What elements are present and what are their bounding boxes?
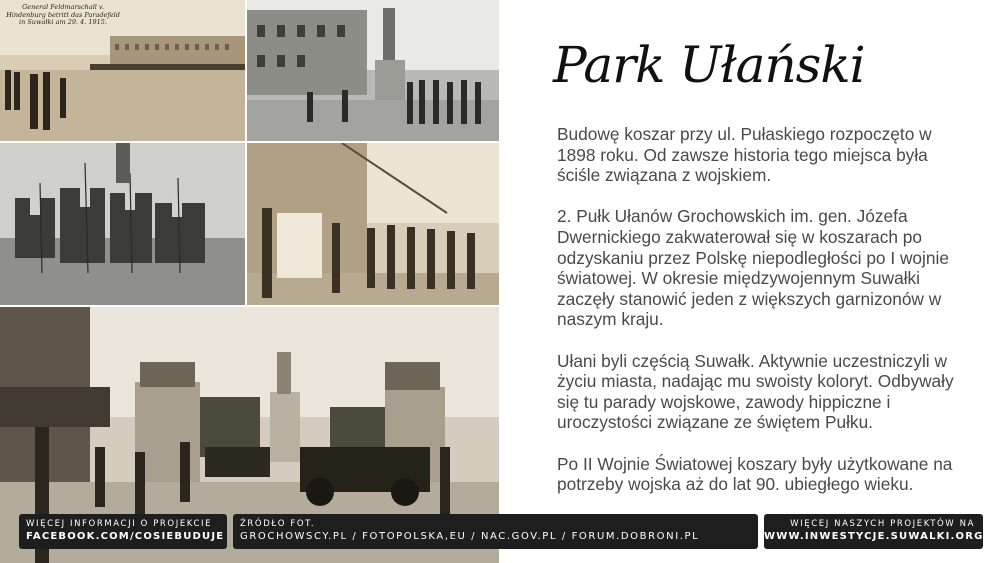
paragraph-post-war: Po II Wojnie Światowej koszary były użytkowane na potrzeby wojska aż do lat 90. ubiegłego wieku. [557,453,953,495]
footer-info-label: WIĘCEJ INFORMACJI O PROJEKCIE [26,519,213,529]
paragraph-history: Budowę koszar przy ul. Pułaskiego rozpoczęto w 1898 roku. Od zawsze historia tego miejsca była ściśle związana z wojskiem. [557,124,932,186]
photo-monument [247,0,499,141]
footer-projects-link[interactable]: WWW.INWESTYCJE.SUWALKI.ORG [764,531,984,542]
footer-photo-source [233,514,758,549]
photo-cavalry [0,143,245,305]
footer-project-info[interactable] [19,514,227,549]
footer-projects-label: WIĘCEJ NASZYCH PROJEKTÓW NA [790,519,975,529]
photo-collage [0,0,499,563]
footer-more-projects[interactable] [764,514,983,549]
footer-info-link[interactable]: FACEBOOK.COM/COSIEBUDUJE [26,531,225,542]
description-text [557,124,967,515]
footer-source-label: ŹRÓDŁO FOT. [240,519,316,529]
paragraph-regiment: 2. Pułk Ułanów Grochowskich im. gen. Józefa Dwernickiego zakwaterował się w koszarach po odzyskaniu przez Polskę niepodległości po I wojnie światowej. W okresie międzywojennym Suwałki zaczęły stanowić jeden z większych garnizonów w naszym kraju. [557,206,949,330]
photo-parade-field [0,0,245,141]
page-title: Park Ułański [553,36,865,94]
photo-ceremony [247,143,499,305]
footer-source-list: GROCHOWSCY.PL / FOTOPOLSKA,EU / NAC.GOV.PL / FORUM.DOBRONI.PL [240,531,700,542]
paragraph-city-life: Ułani byli częścią Suwałk. Aktywnie uczestniczyli w życiu miasta, nadając mu swoisty koloryt. Odbywały się tu parady wojskowe, zawody hippiczne i uroczystości związane ze świętem Pułku. [557,350,954,433]
photo-caption: General Feldmarschall v. Hindenburg betritt das Paradefeld in Suwałki am 29. 4. 1915. [6,3,120,26]
